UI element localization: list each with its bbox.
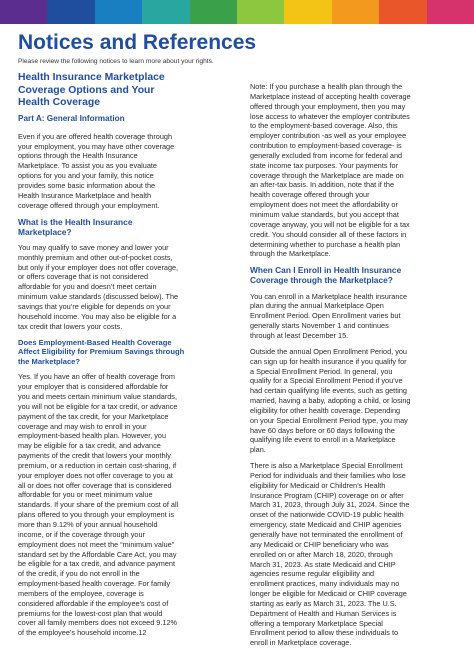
color-bar-segment [284, 0, 331, 24]
color-bar-segment [95, 0, 142, 24]
special-enrollment-paragraph: Outside the annual Open Enrollment Period, you can sign up for health insurance if you qualify for a Special Enrollment Period. In general, you qualify for a Special Enrollment Period if you’ve had certain qualifying life events, such as getting married, having a baby, adopting a child, or losing eligibility for other health coverage. Depending on your Special Enrollment Period type, you may have 60 days before or 60 days following the qualifying life event to enroll in a Marketplace plan. [250, 346, 411, 455]
color-bar-segment [379, 0, 426, 24]
intro-paragraph: Even if you are offered health coverage through your employment, you may have other coverage options through the Health Insurance Marketplace. To assist you as you evaluate options for you and your family, this notice provides some basic information about the Health Insurance Marketplace and health coverage offered through your employment. [18, 131, 175, 210]
right-column [250, 82, 465, 654]
open-enrollment-paragraph: You can enroll in a Marketplace health insurance plan during the annual Marketplace Open Enrollment Period. Open Enrollment varies but generally starts November 1 and continues through at least December 15. [250, 291, 408, 340]
note-paragraph: Note: If you purchase a health plan through the Marketplace instead of accepting health coverage offered through your employment, then you may lose access to whatever the employer contributes to the employment-based coverage. Also, this employer contribution -as well as your employee contribution to employment-based coverage- is generally excluded from income for federal and state income tax purposes. Your payments for coverage through the Marketplace are made on an after-tax basis. In addition, note that if the health coverage offered through your employment does not meet the affordability or minimum value standards, but you accept that coverage anyway, you will not be eligible for a tax credit. You should consider all of these factors in determining whether to purchase a health plan through the Marketplace. [250, 82, 411, 259]
what-is-marketplace-paragraph: You may qualify to save money and lower your monthly premium and other out-of-pocket costs, but only if your employer does not offer coverage, or offers coverage that is not considered affordable for you and doesn’t meet certain minimum value standards (discussed below). The savings that you’re eligible for depends on your household income. You may also be eligible for a tax credit that lowers your costs. [18, 242, 179, 331]
color-bar-segment [47, 0, 94, 24]
color-bar-segment [0, 0, 47, 24]
main-heading: Health Insurance Marketplace Coverage Options and Your Health Coverage [18, 72, 165, 109]
what-is-marketplace-heading: What is the Health Insurance Marketplace? [18, 216, 133, 237]
color-bar-segment [237, 0, 284, 24]
medicaid-chip-paragraph: There is also a Marketplace Special Enrollment Period for individuals and their families who lose eligibility for Medicaid or Children’s Health Insurance Program (CHIP) coverage on or after March 31, 2023, through July 31, 2024. Since the onset of the nationwide COVID-19 public health emergency, state Medicaid and CHIP agencies generally have not terminated the enrollment of any Medicaid or CHIP beneficiary who was enrolled on or after March 18, 2020, through March 31, 2023. As state Medicaid and CHIP agencies resume regular eligibility and enrollment practices, many individuals may no longer be eligible for Medicaid or CHIP coverage starting as early as March 31, 2023. The U.S. Department of Health and Human Services is offering a temporary Marketplace Special Enrollment period to allow these individuals to enroll in Marketplace coverage. [250, 461, 410, 648]
eligibility-paragraph: Yes. If you have an offer of health coverage from your employer that is considered affordable for you and meets certain minimum value standards, you will not be eligible for a tax credit, or advance payment of the tax credit, for your Marketplace coverage and may wish to enroll in your employment-based health plan. However, you may be eligible for a tax credit, and advance payments of the credit that lowers your monthly premium, or a reduction in certain cost-sharing, if your employer does not offer coverage to you at all or does not offer coverage that is considered affordable for you or meet minimum value standards. If your share of the premium cost of all plans offered to you through your employment is more than 9.12% of your annual household income, or if the coverage through your employment does not meet the “minimum value” standard set by the Affordable Care Act, you may be eligible for a tax credit, and advance payment of the credit, if you do not enroll in the employment-based health coverage. For family members of the employee, coverage is considered affordable if the employee’s cost of premiums for the lowest-cost plan that would cover all family members does not exceed 9.12% of the employee’s household income.12 [18, 372, 179, 638]
page-subtitle: Please review the following notices to learn more about your rights. [18, 58, 214, 65]
color-bar-segment [332, 0, 379, 24]
color-bar-segment [142, 0, 189, 24]
when-enroll-heading: When Can I Enroll in Health Insurance Coverage through the Marketplace? [250, 265, 402, 286]
color-bar-segment [427, 0, 474, 24]
page-title: Notices and References [18, 31, 257, 54]
top-color-bar [0, 0, 474, 24]
color-bar-segment [190, 0, 237, 24]
left-column [18, 72, 233, 644]
part-a-heading: Part A: General Information [18, 113, 125, 123]
eligibility-heading: Does Employment-Based Health Coverage Affect Eligibility for Premium Savings through the Marketplace? [18, 337, 185, 366]
